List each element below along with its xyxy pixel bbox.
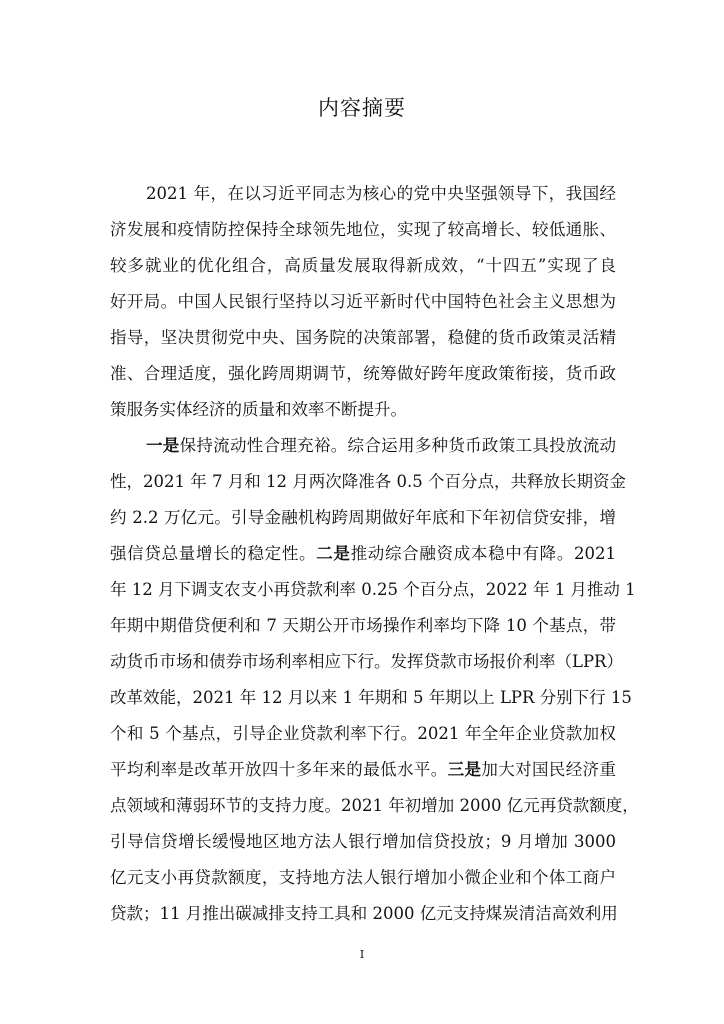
- paragraph-2-line-10: [110, 752, 616, 788]
- paragraph-2-line-9: 个和 5 个基点，引导企业贷款利率下行。2021 年全年企业贷款加权: [110, 724, 616, 743]
- paragraph-2-line-4-pre: 强信贷总量增长的稳定性。: [110, 544, 317, 563]
- paragraph-1-line-7: 策服务实体经济的质量和效率不断提升。: [110, 400, 407, 419]
- paragraph-2-line-11: 点领域和薄弱环节的支持力度。2021 年初增加 2000 亿元再贷款额度，: [110, 796, 639, 815]
- emphasis-third: 三是: [447, 760, 482, 779]
- page-number: I: [359, 948, 365, 961]
- paragraph-2-line-4: [110, 536, 616, 572]
- paragraph-2-line-1: [146, 428, 616, 464]
- paragraph-2-line-13: 亿元支小再贷款额度，支持地方法人银行增加小微企业和个体工商户: [110, 868, 616, 887]
- paragraph-1-line-5: 指导，坚决贯彻党中央、国务院的决策部署，稳健的货币政策灵活精: [110, 328, 616, 347]
- emphasis-second: 二是: [316, 544, 351, 563]
- paragraph-1-line-6: 准、合理适度，强化跨周期调节，统筹做好跨年度政策衔接，货币政: [110, 364, 616, 383]
- paragraph-2-line-10-pre: 平均利率是改革开放四十多年来的最低水平。: [110, 760, 448, 779]
- paragraph-2-line-6: 年期中期借贷便利和 7 天期公开市场操作利率均下降 10 个基点，带: [110, 616, 616, 635]
- paragraph-1-line-4: 好开局。中国人民银行坚持以习近平新时代中国特色社会主义思想为: [110, 292, 616, 311]
- paragraph-2-line-7: 动货币市场和债券市场利率相应下行。发挥贷款市场报价利率（LPR）: [110, 652, 623, 671]
- paragraph-1-line-2: 济发展和疫情防控保持全球领先地位，实现了较高增长、较低通胀、: [110, 220, 616, 239]
- paragraph-2-line-5: 年 12 月下调支农支小再贷款利率 0.25 个百分点，2022 年 1 月推动 1: [110, 580, 636, 599]
- paragraph-2-line-3: 约 2.2 万亿元。引导金融机构跨周期做好年底和下年初信贷安排，增: [110, 508, 616, 527]
- paragraph-1-line-1: 2021 年，在以习近平同志为核心的党中央坚强领导下，我国经: [146, 184, 616, 203]
- paragraph-2-line-8: 改革效能，2021 年 12 月以来 1 年期和 5 年期以上 LPR 分别下行 15: [110, 688, 632, 707]
- paragraph-2-line-4-text: 推动综合融资成本稳中有降。2021: [350, 544, 617, 563]
- paragraph-2-line-1-text: 保持流动性合理充裕。综合运用多种货币政策工具投放流动: [179, 436, 617, 455]
- paragraph-2-line-14: 贷款；11 月推出碳减排支持工具和 2000 亿元支持煤炭清洁高效利用: [110, 904, 618, 923]
- emphasis-first: 一是: [146, 436, 180, 455]
- paragraph-2-line-2: 性，2021 年 7 月和 12 月两次降准各 0.5 个百分点，共释放长期资金: [110, 472, 626, 491]
- paragraph-2-line-10-text: 加大对国民经济重: [481, 760, 617, 779]
- page-title: 内容摘要: [318, 96, 406, 120]
- paragraph-2-line-12: 引导信贷增长缓慢地区地方法人银行增加信贷投放；9 月增加 3000: [110, 832, 616, 851]
- paragraph-1-line-3: 较多就业的优化组合，高质量发展取得新成效，“十四五”实现了良: [110, 256, 616, 275]
